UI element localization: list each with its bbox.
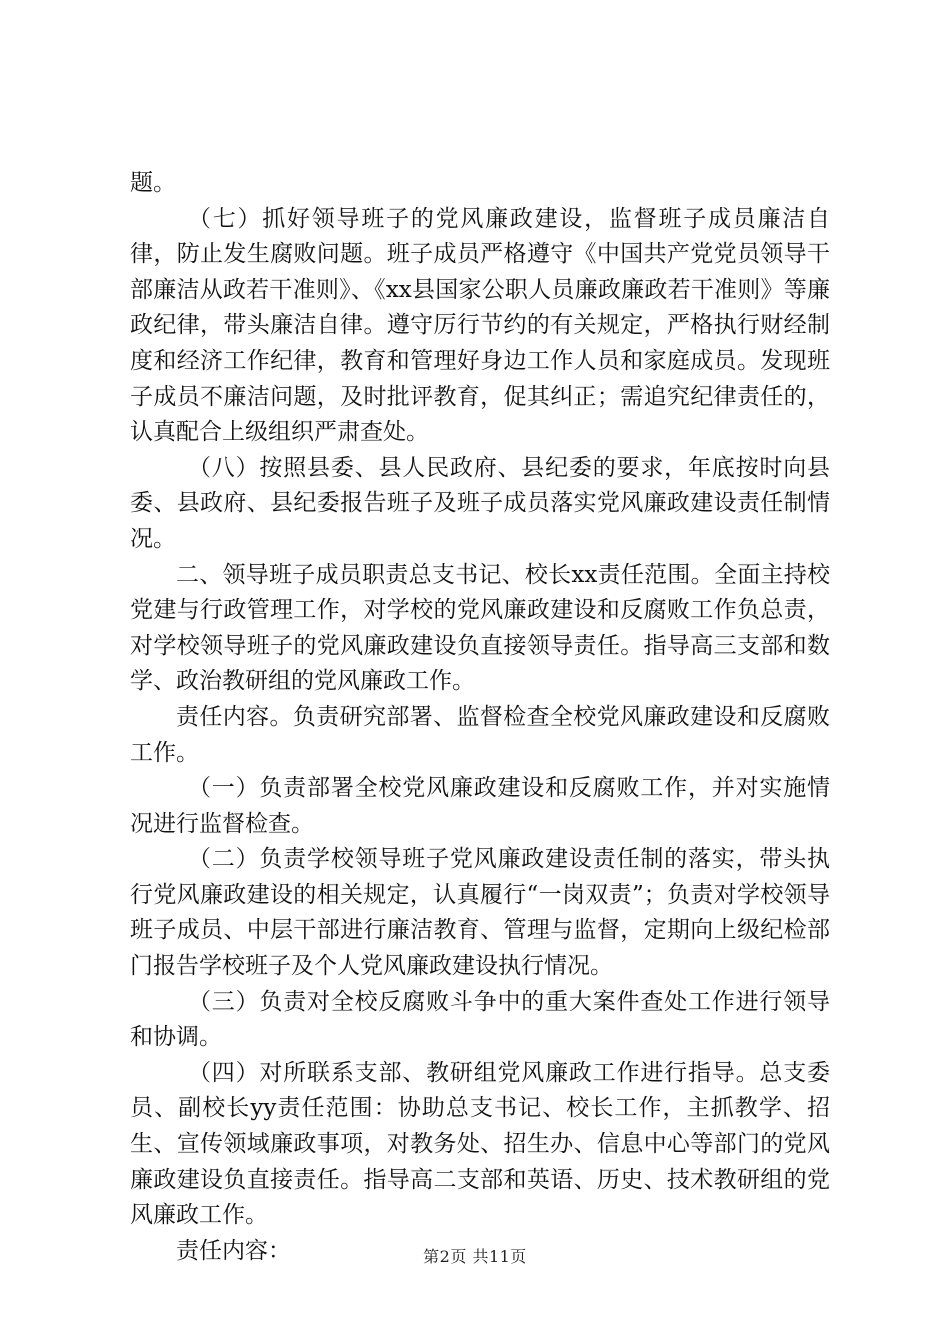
paragraph-section-2: 二、领导班子成员职责总支书记、校长xx责任范围。全面主持校党建与行政管理工作，对学校的党风廉政建设和反腐败工作负总责，对学校领导班子的党风廉政建设负直接领导责任。指导高三支部和数学、政治教研组的党风廉政工作。	[130, 561, 830, 695]
page-footer	[0, 1244, 950, 1267]
paragraph-item-7: （七）抓好领导班子的党风廉政建设，监督班子成员廉洁自律，防止发生腐败问题。班子成员严格遵守《中国共产党党员领导干部廉洁从政若干准则》、《xx县国家公职人员廉政廉政若干准则》等廉政纪律，带头廉洁自律。遵守厉行节约的有关规定，严格执行财经制度和经济工作纪律，教育和管理好身边工作人员和家庭成员。发现班子成员不廉洁问题，及时批评教育，促其纠正；需追究纪律责任的，认真配合上级组织严肃查处。	[130, 205, 830, 446]
paragraph-item-2: （二）负责学校领导班子党风廉政建设责任制的落实，带头执行党风廉政建设的相关规定，认真履行“一岗双责”；负责对学校领导班子成员、中层干部进行廉洁教育、管理与监督，定期向上级纪检部门报告学校班子及个人党风廉政建设执行情况。	[130, 846, 830, 980]
paragraph-responsibility-content: 责任内容。负责研究部署、监督检查全校党风廉政建设和反腐败工作。	[130, 703, 830, 766]
document-body	[130, 166, 830, 1269]
paragraph-item-3: （三）负责对全校反腐败斗争中的重大案件查处工作进行领导和协调。	[130, 988, 830, 1051]
paragraph-item-4: （四）对所联系支部、教研组党风廉政工作进行指导。总支委员、副校长yy责任范围：协助总支书记、校长工作，主抓教学、招生、宣传领域廉政事项，对教务处、招生办、信息中心等部门的党风廉政建设负直接责任。指导高二支部和英语、历史、技术教研组的党风廉政工作。	[130, 1059, 830, 1229]
paragraph-continuation: 题。	[130, 170, 176, 196]
paragraph-item-1: （一）负责部署全校党风廉政建设和反腐败工作，并对实施情况进行监督检查。	[130, 775, 830, 837]
page-number-label: 第2页 共11页	[423, 1247, 527, 1266]
paragraph-responsibility-content-2: 责任内容：	[176, 1237, 291, 1264]
paragraph-item-8: （八）按照县委、县人民政府、县纪委的要求，年底按时向县委、县政府、县纪委报告班子及班子成员落实党风廉政建设责任制情况。	[130, 454, 830, 552]
